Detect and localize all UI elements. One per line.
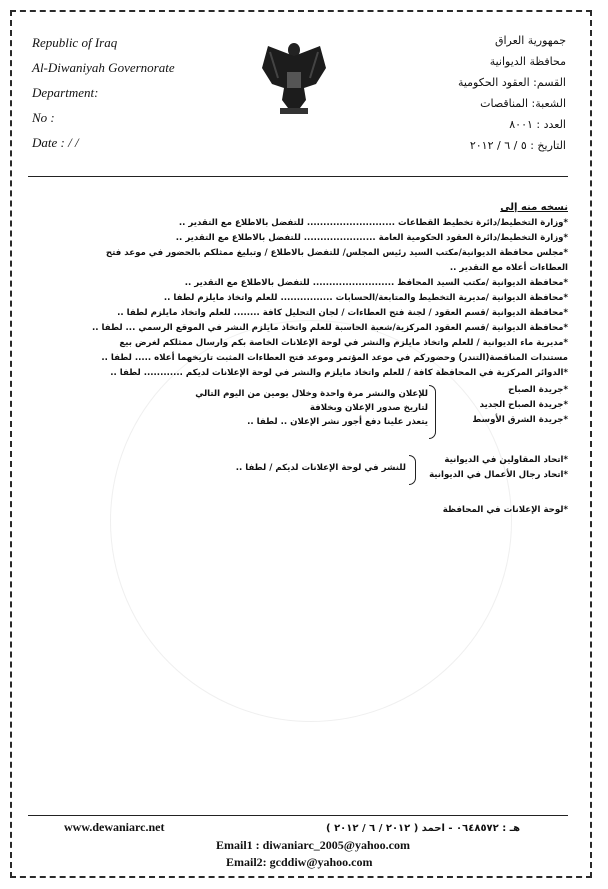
republic-en: Republic of Iraq [32, 35, 118, 50]
header-divider [28, 176, 568, 177]
number-ar: العدد : ٨٠٠١ [509, 118, 566, 131]
board-item: *لوحة الإعلانات في المحافظة [442, 505, 568, 515]
distribution-list [30, 200, 568, 518]
department-ar: القسم: العقود الحكومية [457, 76, 566, 89]
date-en: Date : / / [32, 135, 79, 150]
governorate-ar: محافظة الديوانية [489, 55, 566, 68]
copy-to-title: نسخه منه إلى [500, 202, 568, 213]
reference-line: هـ : ٠٦٤٨٥٧٢ - احمد ( ٢٠١٢ / ٦ / ٢٠١٢ ) [326, 823, 521, 834]
brace-icon [429, 385, 436, 439]
newspapers-group [30, 383, 568, 441]
list-item: *الدوائر المركزية في المحافظة كافة / للعلم واتخاذ مايلزم والنشر في لوحة الإعلانات لديكم ............ لطفا .. [110, 368, 568, 378]
list-item: *محافظة الديوانية /قسم العقود المركزية/شعبة الحاسبة للعلم واتخاذ مايلزم النشر في الموقع الرسمي ... لطفا .. [92, 323, 568, 333]
header-english [32, 30, 175, 155]
unions-group [30, 453, 568, 487]
footer-divider [28, 815, 568, 816]
list-item: *وزارة التخطيط/دائرة العقود الحكومية العامة ...................... للتفضل بالاطلاع مع التقدير .. [175, 233, 568, 243]
list-item: *مديرية ماء الديوانية / للعلم واتخاذ مايلزم والنشر في لوحة الإعلانات الخاصة بكم وارسال ممثلكم لغرض بيع [119, 338, 568, 348]
governorate-en: Al-Diwaniyah Governorate [32, 60, 175, 75]
newspaper-item: *جريدة الصباح الجديد [479, 400, 568, 410]
number-en: No : [32, 110, 55, 125]
union-item: *اتحاد المقاولين في الديوانية [444, 455, 568, 465]
newspaper-item: *جريدة الشرق الأوسط [472, 415, 568, 425]
list-item: *مجلس محافظة الديوانية/مكتب السيد رئيس المجلس/ للتفضل بالاطلاع / وتبليغ ممثلكم بالحضور في موعد فتح [105, 248, 568, 258]
list-item: *وزارة التخطيط/دائرة تخطيط القطاعات ........................... للتفضل بالاطلاع مع التقدير .. [178, 218, 568, 228]
list-item: *محافظة الديوانية /مديرية التخطيط والمتابعة/الحسابات ................ للعلم واتخاذ مايلزم لطفا .. [163, 293, 568, 303]
eagle-emblem-icon [258, 38, 330, 118]
list-item: مستندات المناقصة(التندر) وحضوركم في موعد المؤتمر وموعد فتح العطاءات المثبت تاريخهما أعلاه ..... لطفا .. [101, 353, 568, 363]
unions-note: للنشر في لوحة الإعلانات لديكم / لطفا .. [235, 463, 406, 473]
newspapers-note-line: للإعلان والنشر مرة واحدة وخلال يومين من اليوم التالي لتاريخ صدور الإعلان وبخلافة [195, 389, 428, 413]
date-ar: التاريخ : ٥ / ٦ / ٢٠١٢ [469, 139, 566, 152]
newspapers-note [168, 387, 428, 429]
website-link[interactable]: www.dewaniarc.net [64, 820, 165, 834]
list-item: العطاءات أعلاه مع التقدير .. [449, 263, 568, 273]
section-ar: الشعبة: المناقصات [480, 97, 566, 110]
header-arabic [458, 30, 566, 156]
list-item: *محافظة الديوانية /قسم العقود / لجنة فتح العطاءات / لجان التحليل كافة ........ للعلم واتخاذ مايلزم لطفا .. [117, 308, 568, 318]
brace-icon [409, 455, 416, 485]
email2[interactable]: Email2: gcddiw@yahoo.com [226, 855, 373, 869]
email1[interactable]: Email1 : diwaniarc_2005@yahoo.com [216, 838, 410, 852]
republic-ar: جمهورية العراق [494, 34, 566, 47]
newspaper-item: *جريدة الصباح [508, 385, 568, 395]
newspapers-note-line: يتعذر علينا دفع أجور نشر الإعلان .. لطفا .. [247, 417, 428, 427]
union-item: *اتحاد رجال الأعمال في الديوانية [429, 470, 568, 480]
department-en: Department: [32, 85, 99, 100]
list-item: *محافظة الديوانية /مكتب السيد المحافظ ......................... للتفضل بالاطلاع مع التقدير .. [184, 278, 568, 288]
